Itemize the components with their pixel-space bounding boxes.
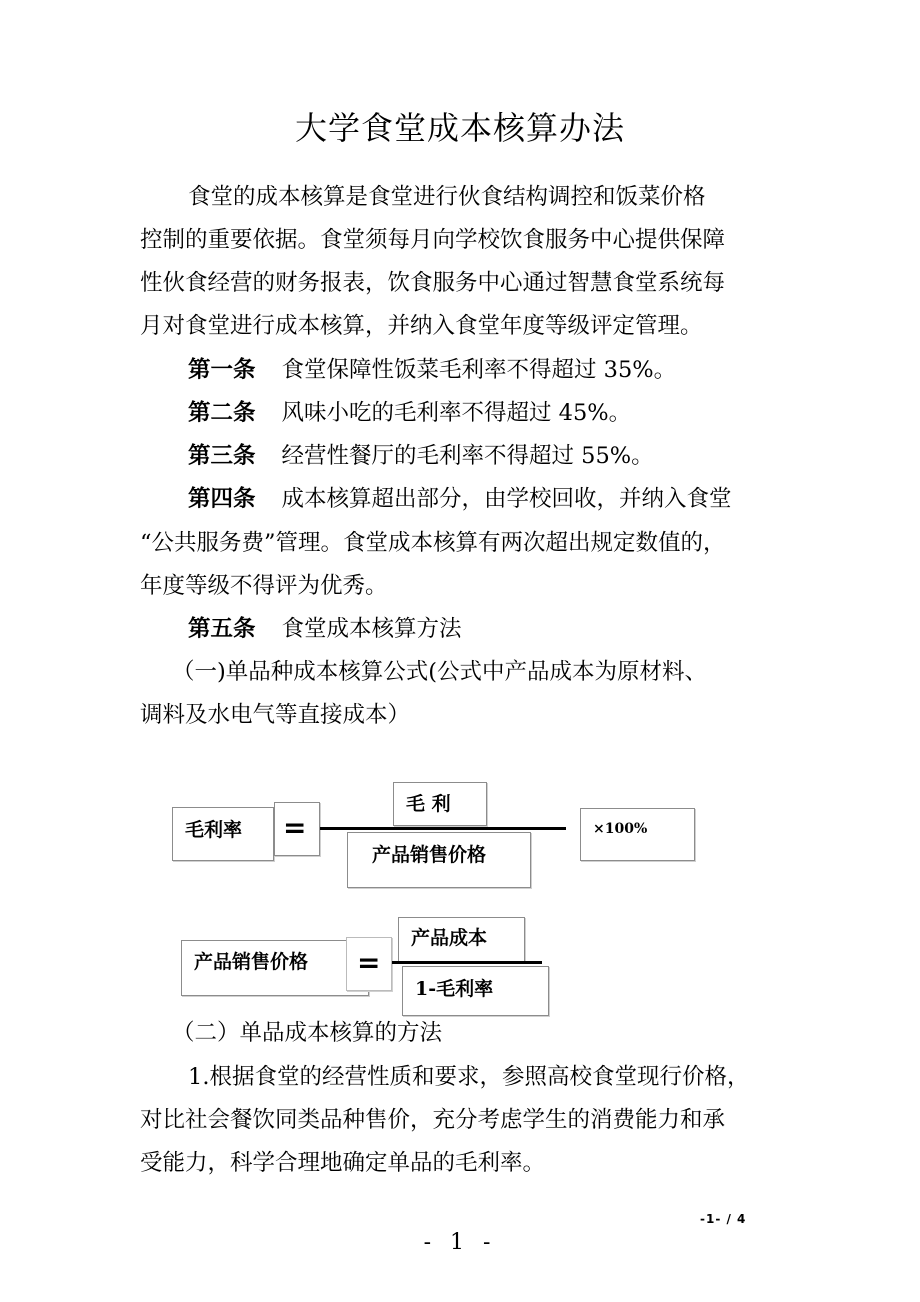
formula1-multiplier: ×100% <box>593 821 648 837</box>
article-label: 第一条 <box>188 357 256 383</box>
article-1 <box>188 355 800 385</box>
formula1-fraction-bar <box>320 827 566 830</box>
section-2-heading: （二）单品成本核算的方法 <box>172 1020 443 1046</box>
method-line: 1.根据食堂的经营性质和要求，参照高校食堂现行价格， <box>188 1064 750 1090</box>
formula1-denominator-box <box>347 832 531 888</box>
article-text: 食堂保障性饭菜毛利率不得超过 35%。 <box>281 357 677 383</box>
formula2-denominator: 1-毛利率 <box>415 978 494 1000</box>
formula1-numerator: 毛 利 <box>406 793 451 815</box>
article-label: 第三条 <box>188 443 256 469</box>
article-4-cont: 年度等级不得评为优秀。 <box>140 573 388 599</box>
section-1-heading: （一)单品种成本核算公式(公式中产品成本为原材料、 <box>172 659 708 685</box>
intro-line: 食堂的成本核算是食堂进行伙食结构调控和饭菜价格 <box>188 184 706 210</box>
page-title: 大学食堂成本核算办法 <box>294 109 625 147</box>
formula1-multiplier-box <box>580 808 695 861</box>
formula2-lhs-box <box>181 940 369 996</box>
article-4-cont: “公共服务费”管理。食堂成本核算有两次超出规定数值的， <box>140 530 726 556</box>
intro-line: 控制的重要依据。食堂须每月向学校饮食服务中心提供保障 <box>140 227 726 253</box>
article-4 <box>188 484 800 514</box>
article-text: 成本核算超出部分，由学校回收，并纳入食堂 <box>281 486 732 512</box>
section-1-heading-cont: 调料及水电气等直接成本） <box>140 702 411 728</box>
article-5 <box>188 614 800 644</box>
article-label: 第二条 <box>188 400 256 426</box>
formula2-fraction-bar <box>392 961 542 964</box>
intro-line: 性伙食经营的财务报表，饮食服务中心通过智慧食堂系统每 <box>140 270 726 296</box>
formula1-eq: = <box>283 811 307 844</box>
article-3 <box>188 441 800 471</box>
formula2-numerator-box <box>398 917 525 963</box>
article-2 <box>188 398 800 428</box>
formula1-lhs-box <box>172 807 274 861</box>
page-of-indicator: -1- / 4 <box>700 1212 747 1226</box>
method-line: 对比社会餐饮同类品种售价，充分考虑学生的消费能力和承 <box>140 1107 726 1133</box>
method-line: 受能力，科学合理地确定单品的毛利率。 <box>140 1150 546 1176</box>
article-text: 经营性餐厅的毛利率不得超过 55%。 <box>281 443 654 469</box>
article-text: 风味小吃的毛利率不得超过 45%。 <box>281 400 632 426</box>
formula1-lhs: 毛利率 <box>185 819 243 841</box>
formula2-denominator-box <box>402 966 549 1016</box>
formula1-eq-box <box>274 802 320 856</box>
intro-line: 月对食堂进行成本核算，并纳入食堂年度等级评定管理。 <box>140 313 703 339</box>
article-text: 食堂成本核算方法 <box>281 616 462 642</box>
formula1-denominator: 产品销售价格 <box>372 844 487 866</box>
formula2-lhs: 产品销售价格 <box>194 951 309 973</box>
article-label: 第五条 <box>188 616 256 642</box>
page-number: - 1 - <box>423 1230 497 1255</box>
article-label: 第四条 <box>188 486 256 512</box>
formula2-eq-box <box>346 937 392 991</box>
formula2-eq: = <box>357 946 381 979</box>
formula2-numerator: 产品成本 <box>411 927 488 949</box>
formula1-numerator-box <box>393 782 487 826</box>
